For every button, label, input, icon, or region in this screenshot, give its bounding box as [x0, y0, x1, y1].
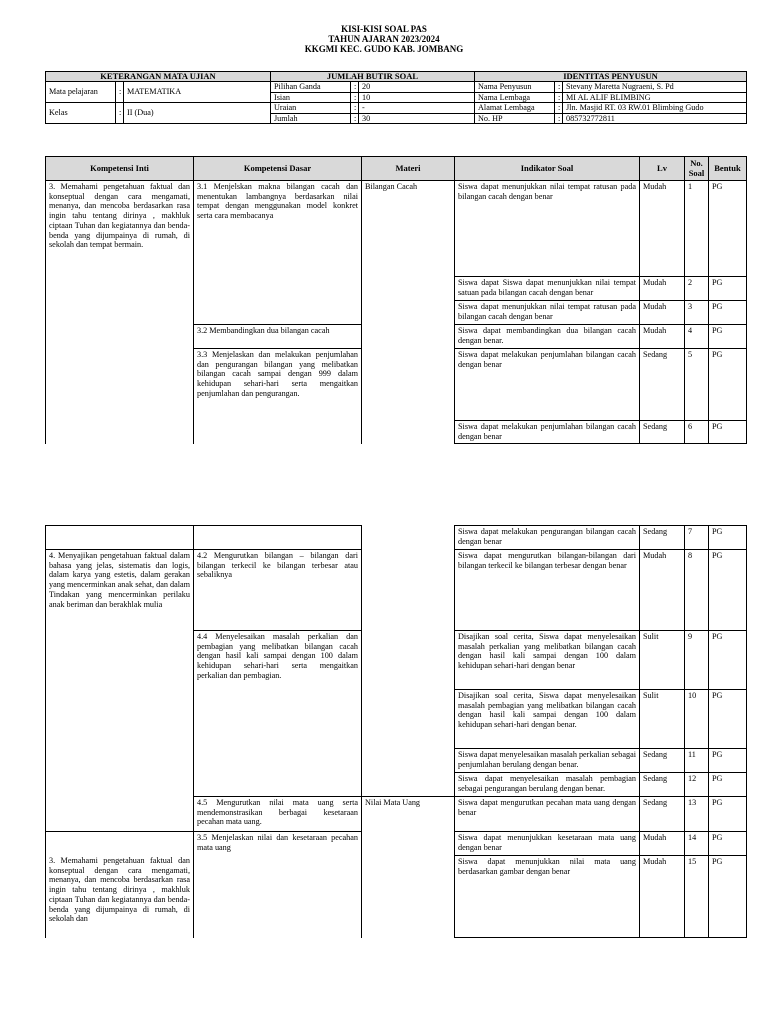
- level: Mudah: [640, 277, 685, 301]
- uraian-label: Uraian: [271, 103, 351, 114]
- materi-nilai-mata-uang: Nilai Mata Uang: [362, 797, 455, 938]
- alamat-value: Jln. Masjid RT. 03 RW.01 Blimbing Gudo: [563, 103, 747, 114]
- kd-3-1: 3.1 Menjelskan makna bilangan cacah dan menentukan lambangnya berdasarkan nilai tempat dengan menggunakan model konkret serta cara membacanya: [194, 181, 362, 325]
- indikator: Siswa dapat melakukan penjumlahan bilangan cacah dengan benar: [455, 349, 640, 421]
- soal-no: 14: [685, 832, 709, 856]
- pg-label: Pilihan Ganda: [271, 82, 351, 93]
- indikator: Siswa dapat menyelesaikan masalah pembagian sebagai pengurangan berulang dengan benar.: [455, 773, 640, 797]
- soal-no: 4: [685, 325, 709, 349]
- bentuk: PG: [709, 832, 747, 856]
- bentuk: PG: [709, 773, 747, 797]
- col-ki: Kompetensi Inti: [46, 157, 194, 181]
- colon: :: [116, 82, 124, 103]
- kisi-table-1: [45, 156, 747, 444]
- hp-label: No. HP: [475, 113, 555, 124]
- bentuk: PG: [709, 349, 747, 421]
- indikator: Disajikan soal cerita, Siswa dapat menyelesaikan masalah pembagian yang melibatkan bilangan cacah dengan hasil kali sampai dengan 100 dalam kehidupan sehari-hari dengan benar.: [455, 690, 640, 749]
- indikator: Siswa dapat menunjukkan kesetaraan mata uang dengan benar: [455, 832, 640, 856]
- bentuk: PG: [709, 421, 747, 444]
- level: Sedang: [640, 526, 685, 550]
- nama-label: Nama Penyusun: [475, 82, 555, 93]
- indikator: Siswa dapat menunjukkan nilai tempat ratusan pada bilangan cacah dengan benar: [455, 301, 640, 325]
- col-no: No. Soal: [685, 157, 709, 181]
- doc-title: KISI-KISI SOAL PAS: [341, 24, 427, 34]
- col-indikator: Indikator Soal: [455, 157, 640, 181]
- kd-4-2: 4.2 Mengurutkan bilangan – bilangan dari bilangan terkecil ke bilangan terbesar atau sebaliknya: [194, 550, 362, 631]
- level: Mudah: [640, 301, 685, 325]
- lembaga-label: Nama Lembaga: [475, 92, 555, 103]
- alamat-label: Alamat Lembaga: [475, 103, 555, 114]
- indikator: Siswa dapat mengurutkan pecahan mata uang dengan benar: [455, 797, 640, 832]
- bentuk: PG: [709, 550, 747, 631]
- ki-3: 3. Memahami pengetahuan faktual dan konseptual dengan cara mengamati, menanya, dan mencoba berdasarkan rasa ingin tahu tentang dirinya , makhluk ciptaan Tuhan dan kegiatannya dan benda-benda yang dijumpainya di rumah, di sekolah dan tempat bermain.: [46, 181, 194, 444]
- soal-no: 15: [685, 856, 709, 938]
- indikator: Siswa dapat menunjukkan nilai mata uang berdasarkan gambar dengan benar: [455, 856, 640, 938]
- bentuk: PG: [709, 325, 747, 349]
- colon: :: [351, 92, 359, 103]
- level: Mudah: [640, 856, 685, 938]
- bentuk: PG: [709, 277, 747, 301]
- soal-no: 11: [685, 749, 709, 773]
- col-materi: Materi: [362, 157, 455, 181]
- mapel-label: Mata pelajaran: [46, 82, 116, 103]
- colon: :: [555, 82, 563, 93]
- doc-year: TAHUN AJARAN 2023/2024: [328, 34, 440, 44]
- kisi-table-2: [45, 525, 747, 938]
- info-header-mata: KETERANGAN MATA UJIAN: [46, 72, 271, 82]
- info-header-jumlah: JUMLAH BUTIR SOAL: [271, 72, 475, 82]
- isian-label: Isian: [271, 92, 351, 103]
- jumlah-value: 30: [359, 113, 475, 124]
- bentuk: PG: [709, 301, 747, 325]
- pg-value: 20: [359, 82, 475, 93]
- kd-3-5: 3.5 Menjelaskan nilai dan kesetaraan pecahan mata uang: [194, 832, 362, 938]
- indikator: Siswa dapat menyelesaikan masalah perkalian sebagai penjumlahan berulang dengan benar.: [455, 749, 640, 773]
- level: Sedang: [640, 797, 685, 832]
- colon: :: [116, 103, 124, 124]
- info-header-identitas: IDENTITAS PENYUSUN: [475, 72, 747, 82]
- bentuk: PG: [709, 181, 747, 277]
- indikator: Disajikan soal cerita, Siswa dapat menyelesaikan masalah perkalian yang melibatkan bilangan cacah dengan hasil kali sampai dengan 100 dalam kehidupan sehari-hari dengan benar: [455, 631, 640, 690]
- level: Sulit: [640, 690, 685, 749]
- soal-no: 1: [685, 181, 709, 277]
- colon: :: [555, 113, 563, 124]
- lembaga-value: MI AL ALIF BLIMBING: [563, 92, 747, 103]
- bentuk: PG: [709, 749, 747, 773]
- kd-4-4: 4.4 Menyelesaikan masalah perkalian dan pembagian yang melibatkan bilangan cacah dengan hasil kali sampai dengan 100 dalam kehidupan sehari-hari serta mengaitkan perkalian dan pembagian.: [194, 631, 362, 797]
- doc-org: KKGMI KEC. GUDO KAB. JOMBANG: [304, 44, 464, 54]
- colon: :: [351, 113, 359, 124]
- soal-no: 7: [685, 526, 709, 550]
- level: Sedang: [640, 421, 685, 444]
- soal-no: 3: [685, 301, 709, 325]
- indikator: Siswa dapat melakukan penjumlahan bilangan cacah dengan benar: [455, 421, 640, 444]
- indikator: Siswa dapat menunjukkan nilai tempat ratusan pada bilangan cacah dengan benar: [455, 181, 640, 277]
- soal-no: 5: [685, 349, 709, 421]
- uraian-value: -: [359, 103, 475, 114]
- colon: :: [351, 103, 359, 114]
- level: Sedang: [640, 349, 685, 421]
- col-bentuk: Bentuk: [709, 157, 747, 181]
- kd-3-2: 3.2 Membandingkan dua bilangan cacah: [194, 325, 362, 349]
- hp-value: 085732772811: [563, 113, 747, 124]
- bentuk: PG: [709, 797, 747, 832]
- level: Mudah: [640, 550, 685, 631]
- ki-empty: [46, 526, 194, 550]
- bentuk: PG: [709, 856, 747, 938]
- colon: :: [555, 92, 563, 103]
- ki-3-repeat: 3. Memahami pengetahuan faktual dan konseptual dengan cara mengamati, menanya, dan mencoba berdasarkan rasa ingin tahu tentang dirinya , makhluk ciptaan Tuhan dan kegiatannya dan benda-benda yang dijumpainya di rumah, di sekolah dan: [46, 832, 194, 938]
- level: Mudah: [640, 325, 685, 349]
- indikator: Siswa dapat membandingkan dua bilangan cacah dengan benar.: [455, 325, 640, 349]
- kd-4-5: 4.5 Mengurutkan nilai mata uang serta mendemonstrasikan berbagai kesetaraan pecahan mata uang.: [194, 797, 362, 832]
- nama-value: Stevany Maretta Nugraeni, S. Pd: [563, 82, 747, 93]
- kd-3-3: 3.3 Menjelaskan dan melakukan penjumlahan dan pengurangan bilangan yang melibatkan bilangan cacah sampai dengan 999 dalam kehidupan sehari-hari serta mengaitkan penjumlahan dan pengurangan.: [194, 349, 362, 444]
- info-table: [45, 71, 747, 124]
- level: Mudah: [640, 832, 685, 856]
- indikator: Siswa dapat melakukan pengurangan bilangan cacah dengan benar: [455, 526, 640, 550]
- soal-no: 2: [685, 277, 709, 301]
- col-kd: Kompetensi Dasar: [194, 157, 362, 181]
- materi-empty: [362, 526, 455, 797]
- materi-bilangan-cacah: Bilangan Cacah: [362, 181, 455, 444]
- kelas-label: Kelas: [46, 103, 116, 124]
- isian-value: 10: [359, 92, 475, 103]
- col-lv: Lv: [640, 157, 685, 181]
- bentuk: PG: [709, 631, 747, 690]
- mapel-value: MATEMATIKA: [124, 82, 271, 103]
- soal-no: 12: [685, 773, 709, 797]
- level: Sedang: [640, 749, 685, 773]
- soal-no: 8: [685, 550, 709, 631]
- jumlah-label: Jumlah: [271, 113, 351, 124]
- bentuk: PG: [709, 690, 747, 749]
- indikator: Siswa dapat Siswa dapat menunjukkan nilai tempat satuan pada bilangan cacah dengan benar: [455, 277, 640, 301]
- colon: :: [351, 82, 359, 93]
- bentuk: PG: [709, 526, 747, 550]
- indikator: Siswa dapat mengurutkan bilangan-bilangan dari bilangan terkecil ke bilangan terbesar dengan benar: [455, 550, 640, 631]
- kelas-value: II (Dua): [124, 103, 271, 124]
- ki-4: 4. Menyajikan pengetahuan faktual dalam bahasa yang jelas, sistematis dan logis, dalam karya yang estetis, dalam gerakan yang mencerminkan anak sehat, dan dalam Tindakan yang mencerminkan perilaku anak beriman dan berakhlak mulia: [46, 550, 194, 832]
- soal-no: 6: [685, 421, 709, 444]
- colon: :: [555, 103, 563, 114]
- level: Sedang: [640, 773, 685, 797]
- kd-empty: [194, 526, 362, 550]
- soal-no: 9: [685, 631, 709, 690]
- level: Sulit: [640, 631, 685, 690]
- soal-no: 10: [685, 690, 709, 749]
- level: Mudah: [640, 181, 685, 277]
- soal-no: 13: [685, 797, 709, 832]
